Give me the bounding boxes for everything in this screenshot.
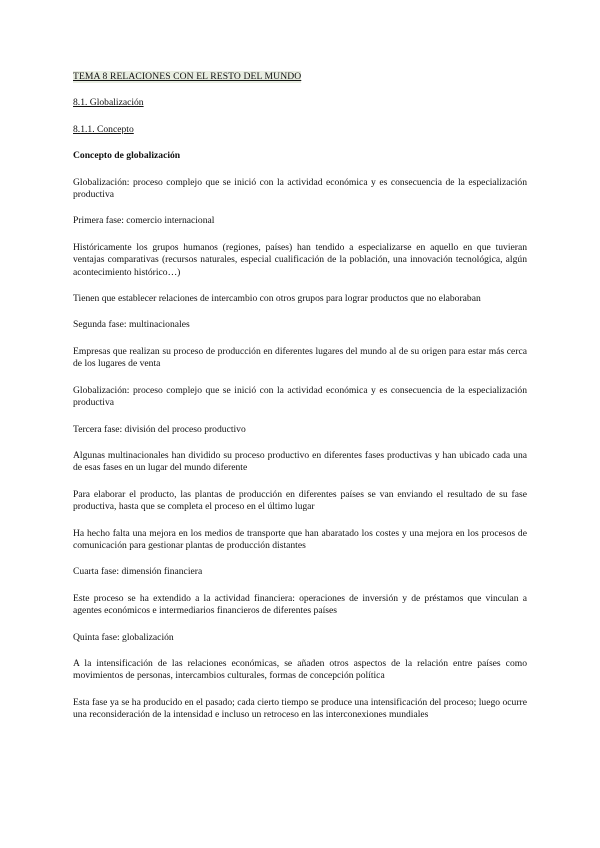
document-content [73, 71, 527, 736]
concept-heading: Concepto de globalización [73, 150, 181, 162]
document-title: TEMA 8 RELACIONES CON EL RESTO DEL MUNDO [73, 71, 302, 82]
phase-5-heading: Quinta fase: globalización [73, 631, 174, 643]
phase-3-heading: Tercera fase: división del proceso productivo [73, 423, 246, 435]
paragraph-production-plants: Para elaborar el producto, las plantas de producción en diferentes países se van enviando el resultado de su fase productiva, hasta que se completa el proceso en el último lugar [73, 488, 527, 513]
phase-2-heading: Segunda fase: multinacionales [73, 319, 190, 331]
paragraph-definition: Globalización: proceso complejo que se inició con la actividad económica y es consecuencia de la especialización productiva [73, 176, 527, 201]
paragraph-intensification: A la intensificación de las relaciones económicas, se añaden otros aspectos de la relación entre países como movimientos de personas, intercambios culturales, formas de concepción política [73, 657, 527, 682]
paragraph-definition-repeat: Globalización: proceso complejo que se inició con la actividad económica y es consecuencia de la especialización productiva [73, 384, 527, 409]
subsection-heading: 8.1.1. Concepto [73, 123, 134, 135]
paragraph-division: Algunas multinacionales han dividido su proceso productivo en diferentes fases productivas y han ubicado cada una de esas fases en un lugar del mundo diferente [73, 449, 527, 474]
phase-4-heading: Cuarta fase: dimensión financiera [73, 566, 203, 578]
phase-1-heading: Primera fase: comercio internacional [73, 215, 215, 227]
paragraph-past: Esta fase ya se ha producido en el pasado; cada cierto tiempo se produce una intensificación del proceso; luego ocurre una reconsideración de la intensidad e incluso un retroceso en las interconexiones mundiales [73, 696, 527, 721]
section-heading: 8.1. Globalización [73, 97, 144, 109]
paragraph-transport: Ha hecho falta una mejora en los medios de transporte que han abaratado los costes y una mejora en los procesos de comunicación para gestionar plantas de producción distantes [73, 527, 527, 551]
paragraph-multinationals: Empresas que realizan su proceso de producción en diferentes lugares del mundo al de su origen para estar más cerca de los lugares de venta [73, 345, 527, 370]
paragraph-specialization: Históricamente los grupos humanos (regiones, países) han tendido a especializarse en aquello en que tuvieran ventajas comparativas (recursos naturales, especial cualificación de la población, una innovación tecnológica, algún acontecimiento histórico…) [73, 241, 527, 278]
paragraph-financial: Este proceso se ha extendido a la actividad financiera: operaciones de inversión y de préstamos que vinculan a agentes económicos e intermediarios financieros de diferentes países [73, 592, 527, 617]
paragraph-exchange: Tienen que establecer relaciones de intercambio con otros grupos para lograr productos que no elaboraban [73, 293, 481, 305]
